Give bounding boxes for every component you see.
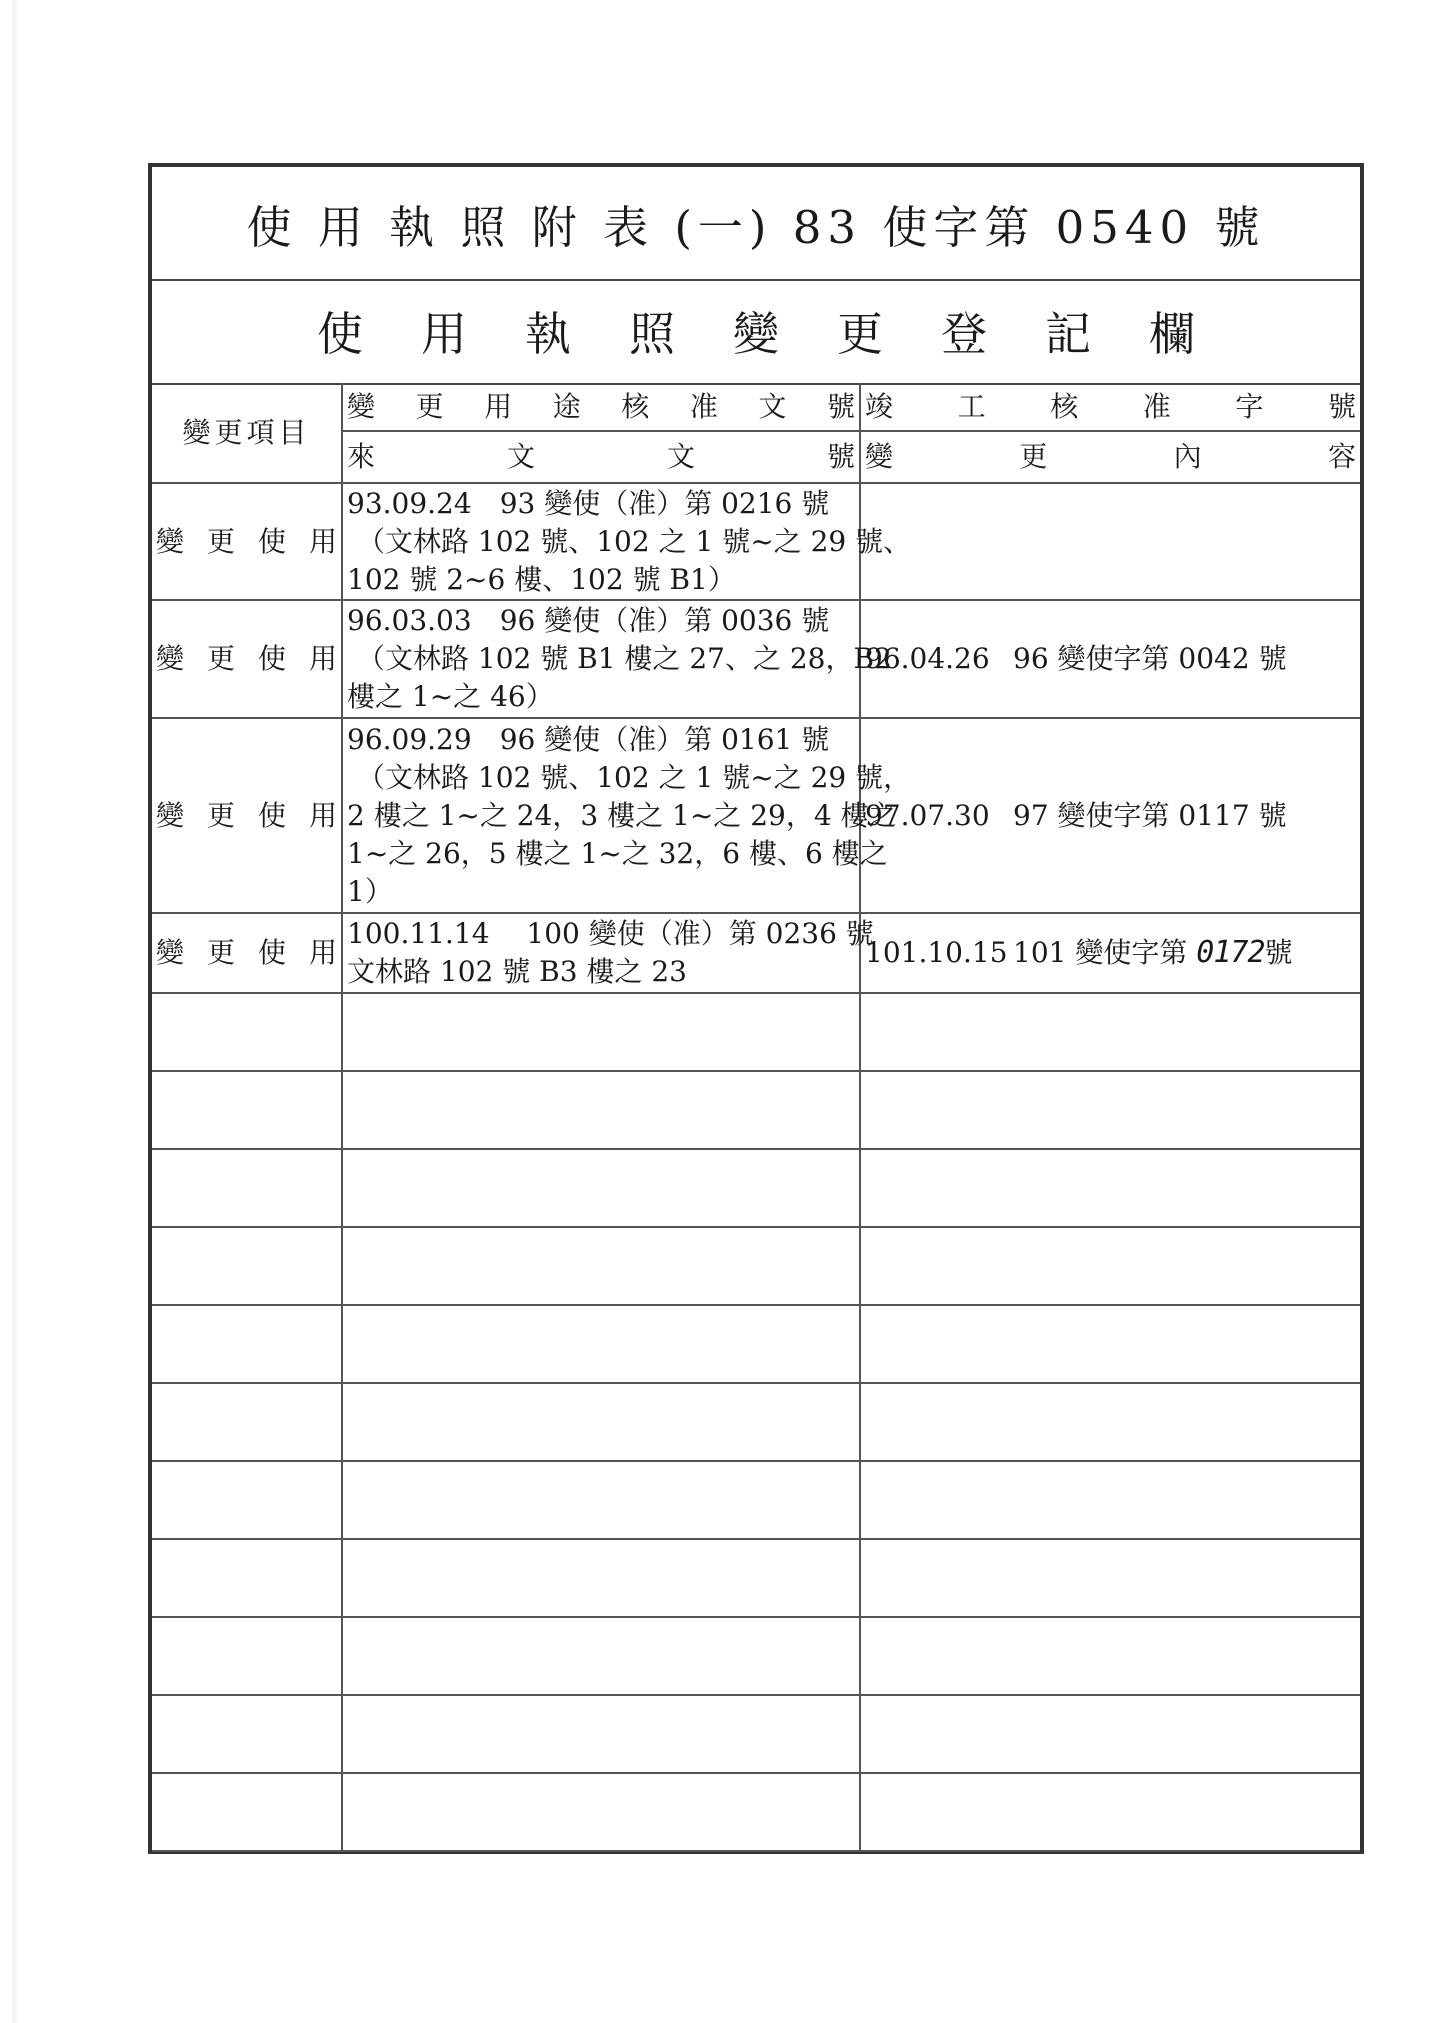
cmp-cell [860,913,1360,993]
cmp-date: 96.04.26 [865,642,990,675]
header-cmp-bottom: 變更內容 [860,431,1360,483]
blank-cell [860,1617,1360,1695]
doc-line: 樓之 1~之 46） [347,680,554,713]
heading-char: 照 [629,307,675,361]
blank-cell [152,1773,342,1851]
table-row [152,718,1360,913]
blank-cell [860,1461,1360,1539]
blank-cell [860,1071,1360,1149]
doc-cell [342,600,892,718]
blank-cell [152,1617,342,1695]
cmp-number: 101 變使字第 [1013,936,1188,969]
doc-cell [342,913,874,993]
doc-line: 102 號 2~6 樓、102 號 B1） [347,562,736,596]
item-cell: 變更使用 [152,913,342,993]
blank-cell [342,1773,860,1851]
blank-row [152,1149,1360,1227]
blank-cell [152,1539,342,1617]
blank-cell [860,1149,1360,1227]
change-record-table [152,383,1360,1852]
blank-cell [152,1149,342,1227]
doc-cell [342,483,912,600]
header-doc-top: 變更用途核准文號 [342,383,860,431]
heading-char: 記 [1045,307,1091,361]
blank-row [152,1773,1360,1851]
blank-row [152,1383,1360,1461]
header-cmp-top: 竣工核准字號 [860,383,1360,431]
section-heading [152,279,1360,385]
doc-line: 96.09.29 96 變使（准）第 0161 號 [347,722,830,756]
cmp-date: 101.10.15 [865,936,1008,969]
doc-line: 100.11.14 100 變使（准）第 0236 號 [347,917,874,950]
heading-char: 執 [525,307,571,361]
table-row [152,483,1360,600]
cmp-suffix: 號 [1264,936,1293,969]
blank-cell [152,1071,342,1149]
doc-line: 93.09.24 93 變使（准）第 0216 號 [347,486,830,520]
heading-char: 欄 [1149,307,1195,361]
blank-cell [152,1227,342,1305]
blank-cell [152,1695,342,1773]
blank-cell [152,1383,342,1461]
blank-cell [342,1227,860,1305]
scan-edge [12,0,18,2023]
blank-cell [342,1539,860,1617]
blank-cell [860,1539,1360,1617]
doc-cell [342,718,912,913]
doc-line: 2 樓之 1~之 24，3 樓之 1~之 29，4 樓之 [347,798,897,832]
blank-cell [342,1071,860,1149]
doc-line: （文林路 102 號、102 之 1 號~之 29 號、 [357,524,912,558]
doc-line: 文林路 102 號 B3 樓之 23 [347,955,687,988]
blank-cell [152,1461,342,1539]
blank-cell [342,1383,860,1461]
blank-cell [342,1461,860,1539]
heading-char: 更 [837,307,883,361]
blank-cell [860,1695,1360,1773]
cmp-cell [860,600,1360,718]
blank-cell [860,1773,1360,1851]
blank-row [152,1617,1360,1695]
item-cell: 變更使用 [152,600,342,718]
usage-license-form [148,163,1364,1854]
doc-line: （文林路 102 號 B1 樓之 27、之 28，B2 [357,642,892,675]
doc-line: 1~之 26，5 樓之 1~之 32，6 樓、6 樓之 [347,836,888,870]
table-row [152,913,1360,993]
blank-row [152,1071,1360,1149]
blank-row [152,1305,1360,1383]
item-cell: 變更使用 [152,483,342,600]
blank-cell [860,1227,1360,1305]
cmp-cell [860,483,1360,600]
doc-line: 1） [347,874,393,908]
cmp-cell [860,718,1360,913]
heading-char: 用 [421,307,467,361]
doc-line: （文林路 102 號、102 之 1 號~之 29 號， [357,760,912,794]
header-item: 變更項目 [152,383,342,483]
blank-row [152,1539,1360,1617]
blank-row [152,1461,1360,1539]
heading-char: 登 [941,307,987,361]
header-row [152,383,1360,431]
heading-char: 使 [317,307,363,361]
cmp-number: 96 變使字第 0042 號 [1013,642,1287,675]
blank-cell [860,993,1360,1071]
blank-cell [342,993,860,1071]
blank-cell [860,1383,1360,1461]
heading-char: 變 [733,307,779,361]
blank-cell [342,1617,860,1695]
blank-row [152,1227,1360,1305]
table-row [152,600,1360,718]
blank-cell [860,1305,1360,1383]
cmp-number: 97 變使字第 0117 號 [1013,798,1287,832]
blank-cell [342,1149,860,1227]
blank-row [152,1695,1360,1773]
blank-cell [152,1305,342,1383]
blank-cell [152,993,342,1071]
item-cell: 變更使用 [152,718,342,913]
blank-cell [342,1305,860,1383]
doc-line: 96.03.03 96 變使（准）第 0036 號 [347,604,830,637]
cmp-date: 97.07.30 [865,798,990,832]
blank-cell [342,1695,860,1773]
page-title: 使 用 執 照 附 表 (一) 83 使字第 0540 號 [152,167,1360,281]
handwritten-number: 0172 [1196,935,1265,970]
header-doc-bottom: 來文文號 [342,431,860,483]
blank-row [152,993,1360,1071]
